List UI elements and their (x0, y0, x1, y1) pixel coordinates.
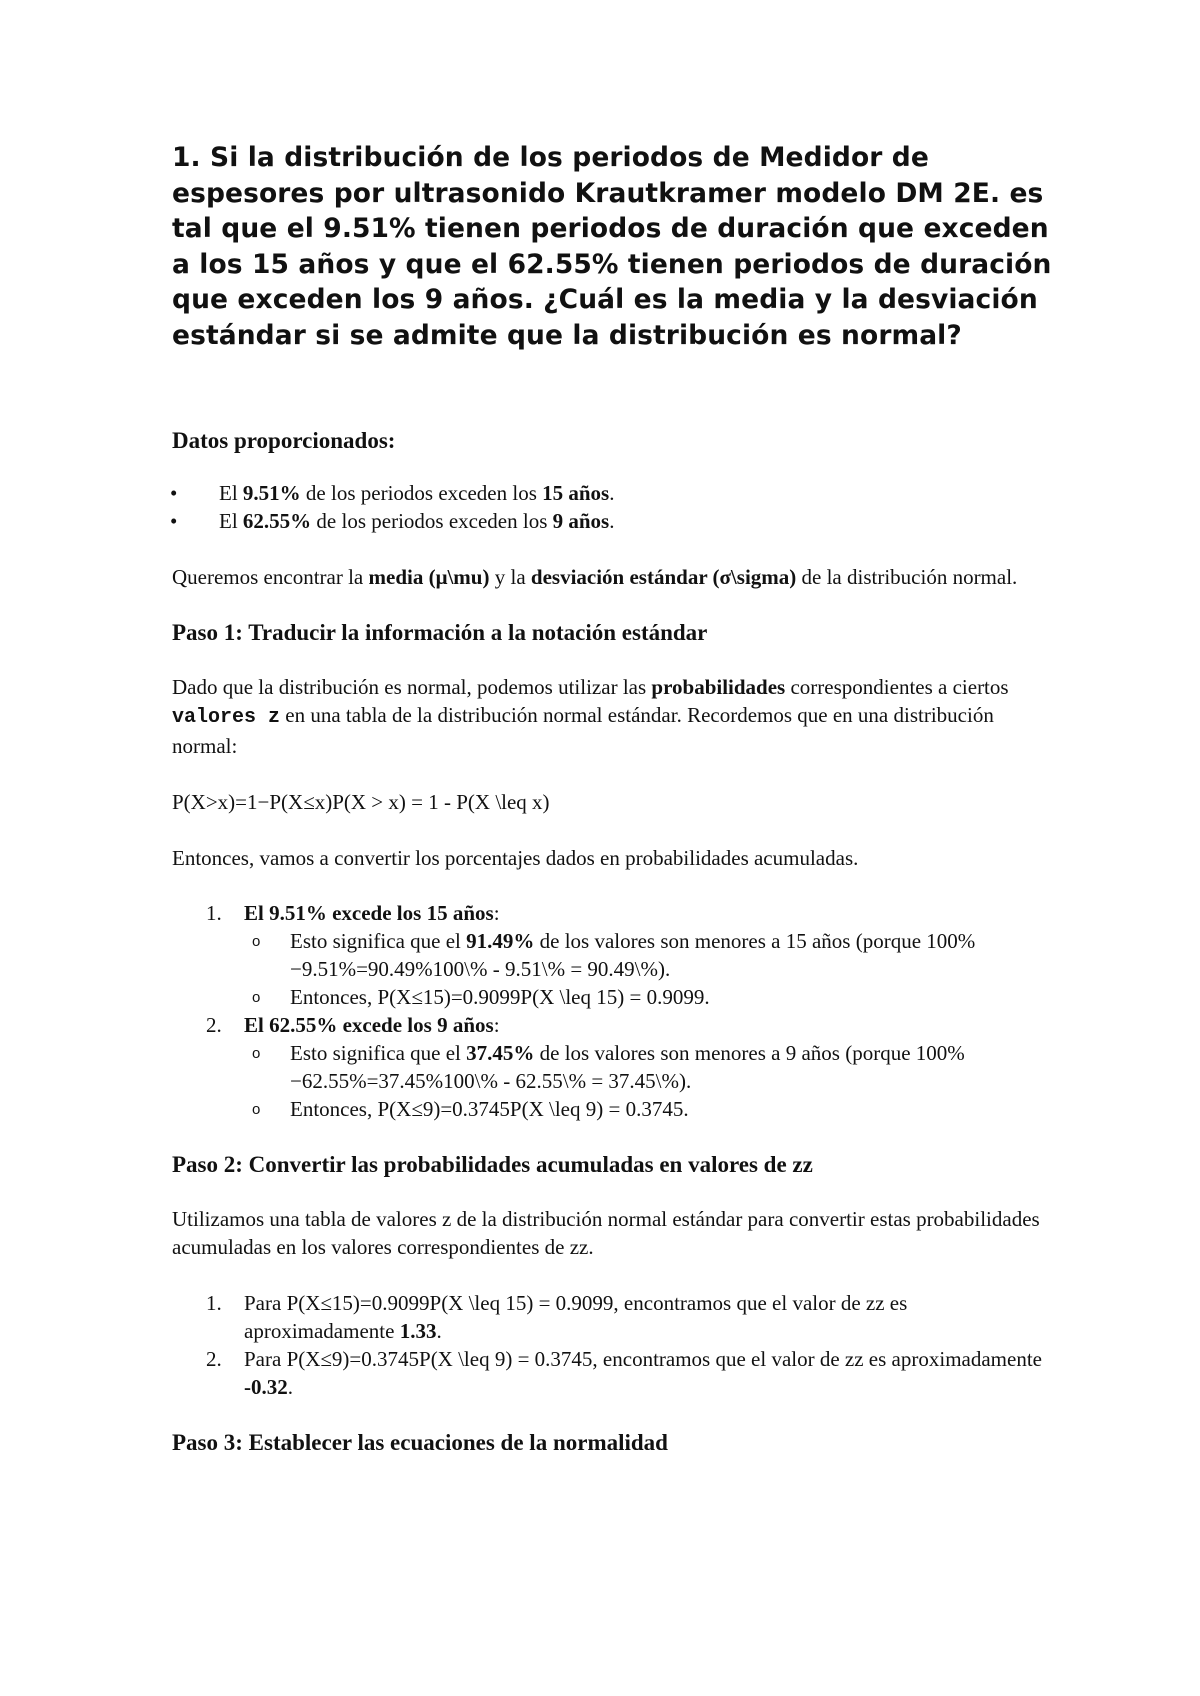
datos-list (172, 479, 1052, 535)
percentage: 37.45% (466, 1041, 535, 1065)
problem-title: 1. Si la distribución de los periodos de Medidor de espesores por ultrasonido Krautkramer modelo DM 2E. es tal que el 9.51% tienen periodos de duración que exceden a los 15 años y que el 62.55% tienen periodos de duración que exceden los 9 años. ¿Cuál es la media y la desviación estándar si se admite que la distribución es normal? (172, 142, 1052, 351)
list-item (172, 479, 1052, 507)
item-number: 2. (206, 1013, 222, 1037)
text: El (244, 1013, 270, 1037)
text: de la distribución normal. (796, 565, 1018, 589)
formula-complement: P(X>x)=1−P(X≤x)P(X > x) = 1 - P(X \leq x) (172, 790, 550, 814)
sub-list (172, 927, 1052, 1011)
paso1-heading: Paso 1: Traducir la información a la notación estándar (172, 620, 708, 645)
percentage: 9.51% (242, 481, 301, 505)
text: Esto significa que el (290, 929, 467, 953)
item-number: 1. (206, 901, 222, 925)
sub-list-item (244, 1095, 1052, 1123)
percentage: 62.55% (242, 509, 312, 533)
text: correspondientes a ciertos (785, 675, 1009, 699)
text: en una tabla de la distribución normal estándar. Recordemos que en una distribución normal: (172, 703, 994, 758)
probabilidades-term: probabilidades (651, 675, 786, 699)
text: de los valores son menores a 15 años (porque 100%−9.51%=90.49%100\% - 9.51\% = 90.49\%). (290, 929, 976, 981)
circle-bullet-icon: o (252, 1045, 261, 1062)
text: Entonces, P(X≤9)=0.3745P(X \leq 9) = 0.3745. (290, 1097, 689, 1121)
text: El (244, 901, 270, 925)
item-number: 2. (206, 1347, 222, 1371)
text: Esto significa que el (290, 1041, 467, 1065)
paso3-heading: Paso 3: Establecer las ecuaciones de la normalidad (172, 1430, 668, 1455)
paso1-conversion-note: Entonces, vamos a convertir los porcentajes dados en probabilidades acumuladas. (172, 846, 859, 870)
paso2-list (172, 1289, 1052, 1401)
list-item (172, 1289, 1052, 1345)
circle-bullet-icon: o (252, 989, 261, 1006)
text: . (609, 509, 615, 533)
text: : (493, 1013, 500, 1037)
sub-list (172, 1039, 1052, 1123)
years-value: 15 años (542, 481, 610, 505)
paso1-list (172, 899, 1052, 1123)
z-value: 1.33 (399, 1319, 437, 1343)
text: Entonces, P(X≤15)=0.9099P(X \leq 15) = 0.9099. (290, 985, 710, 1009)
valores-z-term: valores z (172, 706, 281, 729)
percentage: 91.49% (466, 929, 535, 953)
desviacion-term: desviación estándar (σ\sigma) (530, 565, 797, 589)
document-body (172, 140, 1052, 1457)
text: de los periodos exceden los (300, 481, 543, 505)
text: Dado que la distribución es normal, podemos utilizar las (172, 675, 652, 699)
text: El (219, 509, 243, 533)
text: : (493, 901, 500, 925)
list-item (172, 1011, 1052, 1123)
list-item (172, 507, 1052, 535)
years-value: 9 años (437, 1013, 494, 1037)
percentage: 62.55% (269, 1013, 338, 1037)
paso2-heading: Paso 2: Convertir las probabilidades acumuladas en valores de zz (172, 1152, 813, 1177)
datos-heading: Datos proporcionados: (172, 428, 396, 453)
text: El (219, 481, 243, 505)
text: . (287, 1375, 293, 1399)
text: de los periodos exceden los (311, 509, 553, 533)
sub-list-item (244, 983, 1052, 1011)
media-term: media (μ\mu) (368, 565, 490, 589)
text: Para P(X≤15)=0.9099P(X \leq 15) = 0.9099, encontramos que el valor de zz es aproximadamente (244, 1291, 908, 1343)
years-value: 9 años (552, 509, 610, 533)
solution-content (172, 427, 1052, 1457)
text: . (609, 481, 615, 505)
sub-list-item (244, 927, 1052, 983)
z-value: -0.32 (244, 1375, 288, 1399)
text: Para P(X≤9)=0.3745P(X \leq 9) = 0.3745, encontramos que el valor de zz es aproximadamente (244, 1347, 1042, 1371)
text: excede los (326, 901, 427, 925)
text: . (436, 1319, 442, 1343)
item-number: 1. (206, 1291, 222, 1315)
paso2-paragraph: Utilizamos una tabla de valores z de la distribución normal estándar para convertir estas probabilidades acumuladas en los valores correspondientes de zz. (172, 1207, 1040, 1259)
text: Queremos encontrar la (172, 565, 369, 589)
text: y la (489, 565, 531, 589)
text: excede los (337, 1013, 438, 1037)
circle-bullet-icon: o (252, 933, 261, 950)
paso1-paragraph (172, 673, 1052, 760)
list-item (172, 1345, 1052, 1401)
circle-bullet-icon: o (252, 1101, 261, 1118)
text: de los valores son menores a 9 años (porque 100%−62.55%=37.45%100\% - 62.55\% = 37.45\%). (290, 1041, 965, 1093)
goal-paragraph (172, 563, 1052, 591)
percentage: 9.51% (269, 901, 327, 925)
sub-list-item (244, 1039, 1052, 1095)
years-value: 15 años (426, 901, 494, 925)
list-item (172, 899, 1052, 1011)
